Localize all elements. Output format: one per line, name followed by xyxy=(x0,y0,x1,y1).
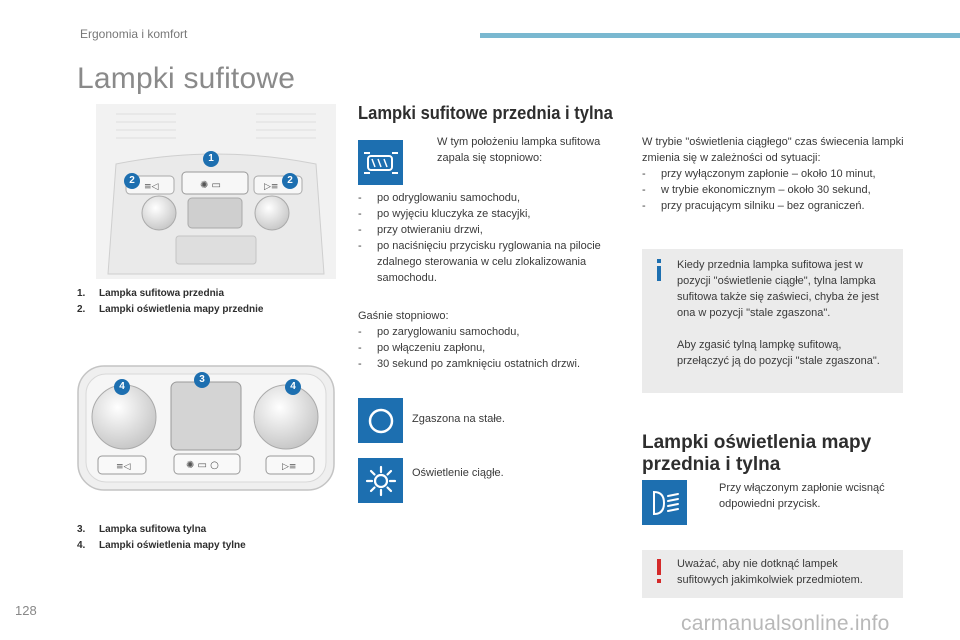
continuous-intro: W trybie "oświetlenia ciągłego" czas świecenia lampki zmienia się w zależności od sytuacji: xyxy=(642,136,904,164)
callout-4-right: 4 xyxy=(285,379,301,395)
callout-3: 3 xyxy=(194,372,210,388)
header-accent-bar xyxy=(480,33,960,38)
info-icon xyxy=(654,259,664,283)
map-light-icon xyxy=(642,480,687,525)
front-rear-section-title: Lampki sufitowe przednia i tylna xyxy=(358,103,613,123)
continuous-list xyxy=(642,166,912,214)
warning-text: Uważać, aby nie dotknąć lampek sufitowych jakimkolwiek przedmiotem. xyxy=(677,558,863,586)
svg-text:≡◁: ≡◁ xyxy=(116,462,131,472)
callout-2-right: 2 xyxy=(282,173,298,189)
page-number: 128 xyxy=(15,603,37,618)
list-item: - przy pracującym silniku – bez ograniczeń. xyxy=(642,198,912,214)
light-sun-icon xyxy=(358,458,403,503)
warning-icon xyxy=(654,559,664,585)
list-item: - po zaryglowaniu samochodu, xyxy=(358,324,618,340)
svg-text:▷≡: ▷≡ xyxy=(264,182,279,192)
rear-console-figure xyxy=(76,362,336,494)
list-item: - 30 sekund po zamknięciu ostatnich drzwi. xyxy=(358,356,618,372)
caption-2: 2. Lampki oświetlenia mapy przednie xyxy=(77,304,264,315)
list-item: - w trybie ekonomicznym – około 30 sekund, xyxy=(642,182,912,198)
svg-text:✺ ▭: ✺ ▭ xyxy=(200,180,222,191)
caption-1: 1. Lampka sufitowa przednia xyxy=(77,288,225,299)
off-intro: Gaśnie stopniowo: xyxy=(358,310,449,322)
map-lights-section-title: Lampki oświetlenia mapy przednia i tylna xyxy=(642,432,872,475)
info-note xyxy=(642,249,903,393)
warning-note xyxy=(642,550,903,598)
list-item: - przy otwieraniu drzwi, xyxy=(358,222,608,238)
chapter-label: Ergonomia i komfort xyxy=(80,27,188,41)
svg-text:▷≡: ▷≡ xyxy=(282,462,297,472)
front-console-figure xyxy=(96,104,336,279)
list-item: - po włączeniu zapłonu, xyxy=(358,340,618,356)
door-mode-icon xyxy=(358,140,403,185)
watermark: carmanualsonline.info xyxy=(681,612,890,635)
callout-2-left: 2 xyxy=(124,173,140,189)
door-mode-text: W tym położeniu lampka sufitowa zapala się stopniowo: xyxy=(437,136,601,164)
list-item: - po wyjęciu kluczyka ze stacyjki, xyxy=(358,206,608,222)
list-item: - przy wyłączonym zapłonie – około 10 minut, xyxy=(642,166,912,182)
info-text-1: Kiedy przednia lampka sufitowa jest w pozycji "oświetlenie ciągłe", tylna lampka sufitowa także się zaświeci, chyba że jest ona w pozycji "stale zgaszona". xyxy=(677,259,879,319)
svg-text:✺ ▭ ○: ✺ ▭ ○ xyxy=(186,460,219,471)
on-mode-text: Oświetlenie ciągłe. xyxy=(412,467,504,479)
map-lights-text: Przy włączonym zapłonie wcisnąć odpowiedni przycisk. xyxy=(719,482,885,510)
off-mode-text: Zgaszona na stałe. xyxy=(412,413,505,425)
off-conditions-list xyxy=(358,324,618,372)
figure1-captions xyxy=(77,286,337,318)
front-console-illustration xyxy=(96,104,336,279)
on-conditions-list xyxy=(358,190,608,286)
info-text-2: Aby zgasić tylną lampkę sufitową, przełączyć ją do pozycji "stale zgaszona". xyxy=(677,339,880,367)
callout-4-left: 4 xyxy=(114,379,130,395)
list-item: - po odryglowaniu samochodu, xyxy=(358,190,608,206)
page-title: Lampki sufitowe xyxy=(77,62,296,95)
list-item: - po naciśnięciu przycisku ryglowania na pilocie zdalnego sterowania w celu zlokalizowania samochodu. xyxy=(358,238,608,286)
caption-3: 3. Lampka sufitowa tylna xyxy=(77,524,207,535)
callout-1: 1 xyxy=(203,151,219,167)
svg-text:≡◁: ≡◁ xyxy=(144,182,159,192)
figure2-captions xyxy=(77,522,337,554)
caption-4: 4. Lampki oświetlenia mapy tylne xyxy=(77,540,246,551)
off-circle-icon xyxy=(358,398,403,443)
